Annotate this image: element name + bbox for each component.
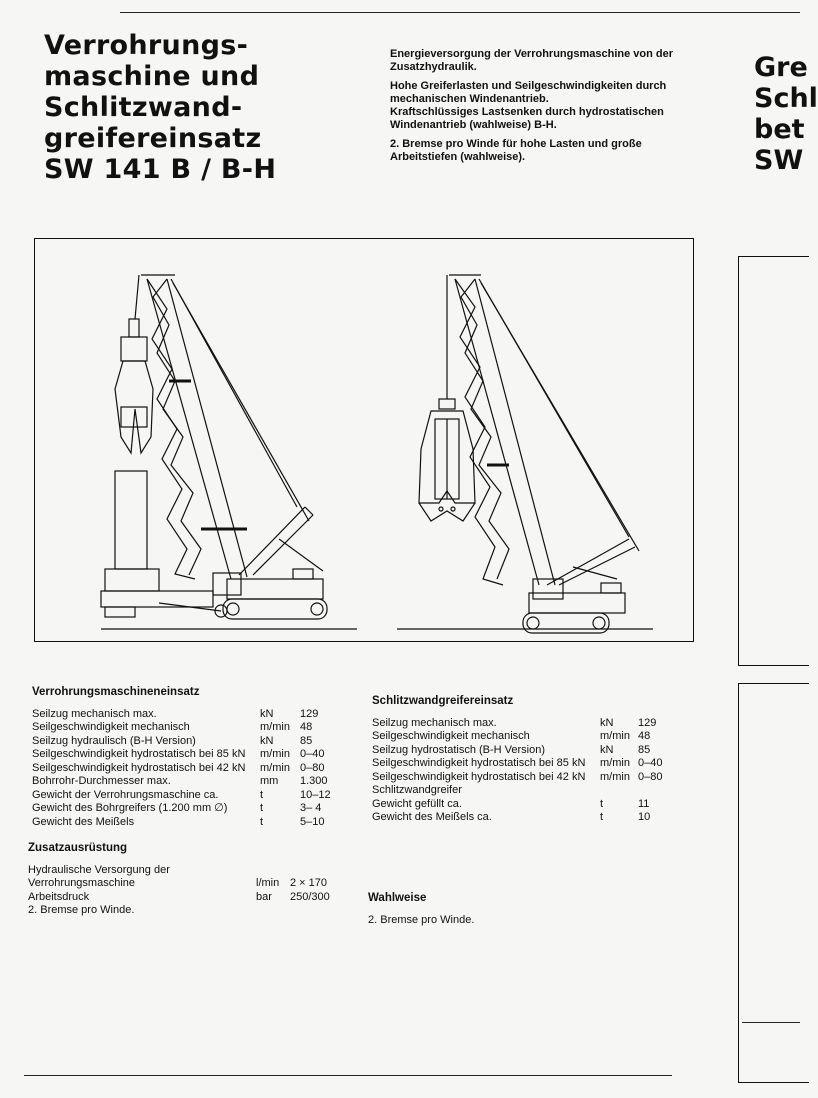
spec-unit: [256, 904, 290, 918]
extra-equipment-specs: [28, 842, 368, 918]
spec-label: Seilgeschwindigkeit hydrostatisch bei 85 kN: [372, 757, 586, 769]
spec-unit: [256, 864, 290, 878]
section-heading: Schlitzwandgreifereinsatz: [372, 695, 514, 707]
page-title: [44, 30, 276, 185]
title-line: Verrohrungs-: [44, 30, 249, 61]
title-fragment: Schl: [754, 83, 818, 114]
spec-value: 3– 4: [300, 802, 322, 814]
spec-label: Gewicht des Meißels ca.: [372, 811, 492, 823]
crane-right-drawing: [397, 275, 653, 633]
spec-unit: kN: [260, 707, 274, 720]
next-page-figure-frame: [738, 256, 809, 666]
spec-unit: m/min: [260, 721, 290, 733]
title-fragment: SW: [754, 145, 804, 176]
spec-label: Verrohrungsmaschine: [28, 877, 136, 889]
spec-label: Seilgeschwindigkeit hydrostatisch bei 42 kN: [372, 770, 586, 783]
spec-row: [28, 891, 368, 905]
spec-value: 11: [638, 797, 650, 810]
spec-unit: t: [260, 815, 264, 828]
spec-label: Seilzug hydrostatisch (B-H Version): [372, 743, 546, 756]
title-fragment: Gre: [754, 52, 808, 83]
bottom-rule: [24, 1075, 672, 1076]
spec-unit: [600, 784, 638, 798]
spec-label: Bohrrohr-Durchmesser max.: [32, 775, 171, 787]
spec-label: Seilzug hydraulisch (B-H Version): [32, 734, 196, 747]
spec-value: 0–40: [638, 757, 663, 769]
spec-unit: m/min: [260, 748, 290, 760]
spec-unit: kN: [260, 734, 274, 747]
spec-label: Seilgeschwindigkeit hydrostatisch bei 42 kN: [32, 761, 246, 774]
spec-row: [372, 798, 712, 812]
spec-label: Gewicht des Meißels: [32, 815, 135, 828]
spec-value: 48: [300, 721, 313, 733]
section-heading: Wahlweise: [368, 892, 427, 904]
section-heading: Verrohrungsmaschineneinsatz: [32, 686, 200, 698]
spec-label: Seilgeschwindigkeit hydrostatisch bei 85 kN: [32, 748, 246, 760]
spec-row: [32, 762, 372, 776]
next-page-figure-frame: [738, 683, 809, 1083]
casing-machine-specs: [32, 686, 372, 829]
optional-equipment: [368, 892, 668, 927]
spec-value: 129: [300, 707, 319, 720]
top-rule: [120, 12, 800, 13]
slurry-wall-grab-specs: [372, 695, 712, 825]
spec-value: 1.300: [300, 775, 328, 787]
spec-label: Gewicht der Verrohrungsmaschine ca.: [32, 788, 219, 801]
next-page-title-fragment: [754, 52, 818, 176]
spec-row: [32, 748, 372, 762]
spec-unit: t: [260, 788, 264, 801]
intro-paragraph: Kraftschlüssiges Lastsenken durch hydrostatischen Windenantrieb (wahlweise) B-H.: [390, 106, 664, 131]
spec-unit: t: [260, 802, 264, 814]
spec-unit: l/min: [256, 877, 280, 889]
spec-label: Arbeitsdruck: [28, 890, 90, 903]
spec-row: [372, 730, 712, 744]
spec-row: [28, 904, 368, 918]
spec-row: [372, 811, 712, 825]
spec-value: 10: [638, 811, 651, 823]
intro-paragraph: Hohe Greiferlasten und Seilgeschwindigkeiten durch mechanischen Windenantrieb.: [390, 80, 667, 105]
spec-unit: m/min: [600, 730, 630, 742]
section-heading: Zusatzausrüstung: [28, 842, 128, 854]
spec-row: [372, 771, 712, 785]
spec-value: [290, 864, 350, 878]
spec-value: 0–80: [300, 761, 325, 774]
spec-label: 2. Bremse pro Winde.: [28, 904, 135, 916]
spec-label: Hydraulische Versorgung der: [28, 863, 170, 876]
spec-row: [32, 708, 372, 722]
title-fragment: bet: [754, 114, 805, 145]
spec-value: 85: [300, 734, 313, 747]
spec-row: [32, 816, 372, 830]
spec-unit: t: [600, 811, 604, 823]
spec-label: Schlitzwandgreifer: [372, 784, 462, 796]
spec-label: Seilzug mechanisch max.: [372, 716, 497, 729]
title-line: SW 141 B / B-H: [44, 154, 277, 185]
intro-paragraph: 2. Bremse pro Winde für hohe Lasten und große Arbeitstiefen (wahlweise).: [390, 138, 642, 163]
intro-text: [390, 48, 702, 170]
spec-unit: mm: [260, 775, 279, 787]
spec-row: [28, 864, 368, 878]
spec-row: [372, 744, 712, 758]
spec-value: 2 × 170: [290, 877, 328, 889]
spec-value: 0–40: [300, 748, 325, 760]
spec-row: [32, 735, 372, 749]
spec-unit: t: [600, 797, 604, 810]
spec-label: Seilgeschwindigkeit mechanisch: [32, 721, 190, 733]
spec-value: 5–10: [300, 815, 325, 828]
spec-unit: m/min: [600, 770, 630, 783]
spec-unit: m/min: [600, 757, 630, 769]
title-line: maschine und: [44, 61, 260, 92]
spec-row: [32, 789, 372, 803]
intro-paragraph: Energieversorgung der Verrohrungsmaschine von der Zusatzhydraulik.: [390, 48, 674, 73]
spec-value: 48: [638, 730, 651, 742]
crane-illustration-frame: [34, 238, 694, 642]
spec-value: 250/300: [290, 890, 330, 903]
spec-unit: bar: [256, 890, 272, 903]
spec-row: [32, 775, 372, 789]
title-line: greifereinsatz: [44, 123, 262, 154]
spec-label: Seilgeschwindigkeit mechanisch: [372, 730, 530, 742]
spec-value: [638, 784, 698, 798]
crane-illustration: [35, 239, 693, 641]
spec-value: 0–80: [638, 770, 663, 783]
spec-label: Seilzug mechanisch max.: [32, 707, 157, 720]
crane-left-drawing: [101, 275, 357, 629]
spec-value: 85: [638, 743, 651, 756]
spec-value: 129: [638, 716, 657, 729]
spec-row: [372, 717, 712, 731]
option-line: 2. Bremse pro Winde.: [368, 913, 475, 926]
spec-unit: kN: [600, 716, 614, 729]
spec-row: [28, 877, 368, 891]
spec-label: Gewicht gefüllt ca.: [372, 797, 462, 810]
title-line: Schlitzwand-: [44, 92, 243, 123]
spec-value: 10–12: [300, 788, 331, 801]
spec-row: [32, 802, 372, 816]
spec-row: [32, 721, 372, 735]
spec-label: Gewicht des Bohrgreifers (1.200 mm ∅): [32, 802, 228, 814]
next-page-ground-line: [742, 1022, 800, 1023]
spec-row: [372, 757, 712, 771]
spec-unit: m/min: [260, 761, 290, 774]
spec-value: [290, 904, 350, 918]
spec-unit: kN: [600, 743, 614, 756]
spec-row: [372, 784, 712, 798]
